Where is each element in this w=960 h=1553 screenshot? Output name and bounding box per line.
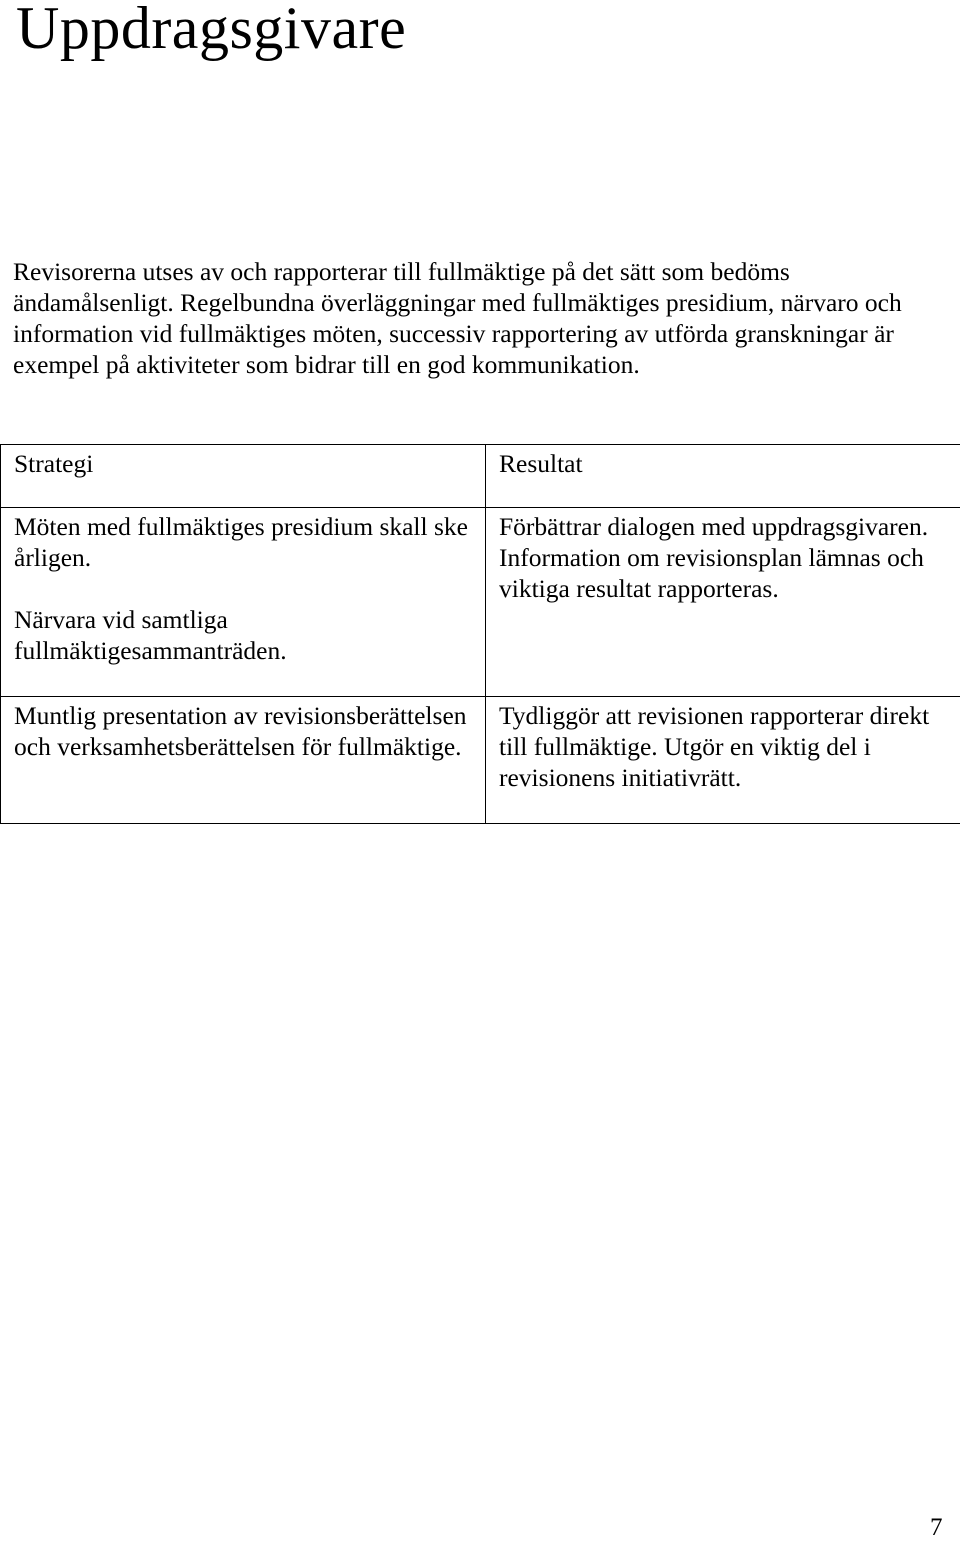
header-cell-result [486, 445, 960, 508]
table-header-row [1, 445, 960, 508]
strategy-cell [1, 508, 486, 697]
result-text: Tydliggör att revisionen rapporterar direkt till fullmäktige. Utgör en viktig del i revisionens initiativrätt. [499, 701, 930, 792]
result-text: Förbättrar dialogen med uppdragsgivaren. Information om revisionsplan lämnas och viktiga resultat rapporteras. [499, 512, 929, 603]
strategy-cell [1, 697, 486, 824]
strategy-text: Möten med fullmäktiges presidium skall ske årligen. [14, 512, 468, 572]
strategy-table [0, 444, 960, 824]
intro-paragraph: Revisorerna utses av och rapporterar till fullmäktige på det sätt som bedöms ändamålsenligt. Regelbundna överläggningar med fullmäktiges presidium, närvaro och information vid fullmäktiges möten, successiv rapportering av utförda granskningar är exempel på aktiviteter som bidrar till en god kommunikation. [13, 257, 902, 379]
strategy-text: Närvara vid samtliga fullmäktigesammanträden. [14, 605, 287, 665]
page-number: 7 [930, 1514, 943, 1541]
table-row [1, 508, 960, 697]
header-result-label: Resultat [499, 449, 583, 478]
table-row [1, 697, 960, 824]
header-strategy-label: Strategi [14, 449, 94, 478]
header-cell-strategy [1, 445, 486, 508]
result-cell [486, 508, 960, 697]
result-cell [486, 697, 960, 824]
strategy-text: Muntlig presentation av revisionsberättelsen och verksamhetsberättelsen för fullmäktige. [14, 701, 467, 761]
page-heading: Uppdragsgivare [16, 0, 407, 61]
